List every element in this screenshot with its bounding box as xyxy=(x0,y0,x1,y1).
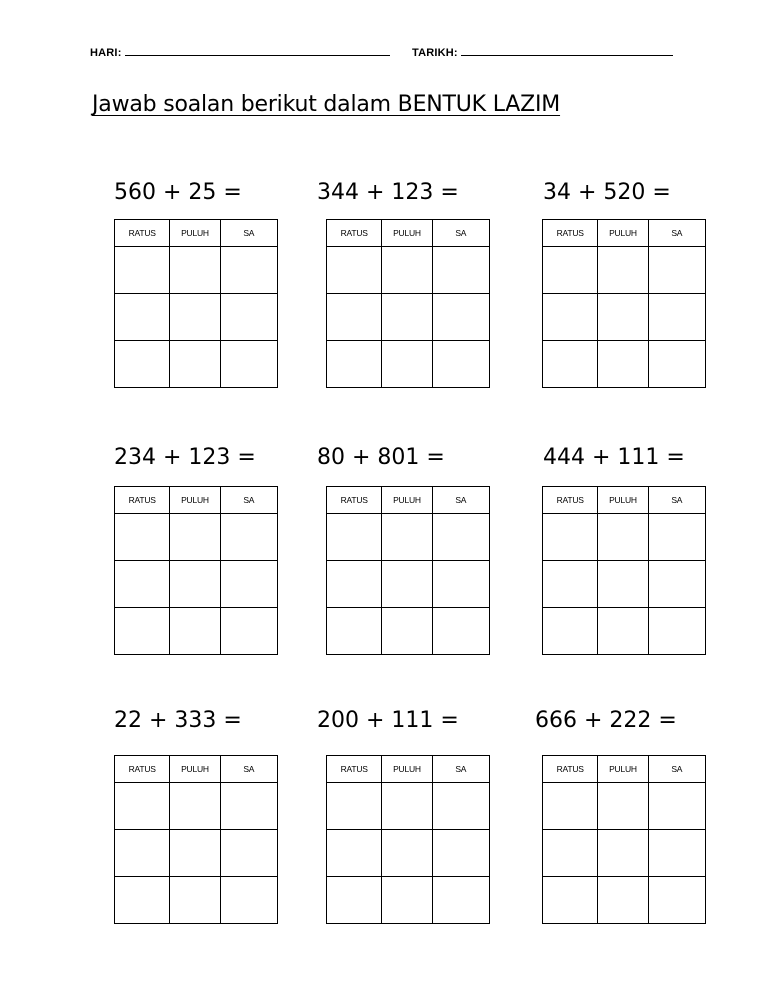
answer-cell[interactable] xyxy=(382,877,432,924)
table-row xyxy=(327,294,490,341)
column-header-sa: SA xyxy=(432,220,489,247)
answer-cell[interactable] xyxy=(220,514,277,561)
answer-cell[interactable] xyxy=(327,830,382,877)
day-label: HARI: xyxy=(90,47,122,59)
table-row xyxy=(115,877,278,924)
answer-cell[interactable] xyxy=(170,514,220,561)
table-row xyxy=(327,783,490,830)
answer-cell[interactable] xyxy=(432,247,489,294)
answer-cell[interactable] xyxy=(648,341,705,388)
table-row xyxy=(115,830,278,877)
date-field xyxy=(412,44,673,59)
answer-cell[interactable] xyxy=(598,783,648,830)
answer-cell[interactable] xyxy=(170,247,220,294)
question-equation: 344 + 123 = xyxy=(317,180,459,205)
question-equation: 444 + 111 = xyxy=(543,445,685,470)
date-label: TARIKH: xyxy=(412,47,458,59)
table-row xyxy=(543,830,706,877)
answer-cell[interactable] xyxy=(543,877,598,924)
answer-cell[interactable] xyxy=(115,608,170,655)
answer-cell[interactable] xyxy=(382,514,432,561)
question-equation: 34 + 520 = xyxy=(543,180,671,205)
answer-cell[interactable] xyxy=(432,608,489,655)
answer-cell[interactable] xyxy=(327,608,382,655)
answer-cell[interactable] xyxy=(115,783,170,830)
question-equation: 80 + 801 = xyxy=(317,445,445,470)
day-blank-line[interactable] xyxy=(125,44,390,56)
place-value-table xyxy=(326,219,490,388)
table-row xyxy=(543,341,706,388)
place-value-table xyxy=(542,219,706,388)
answer-cell[interactable] xyxy=(220,561,277,608)
place-value-table xyxy=(114,219,278,388)
answer-cell[interactable] xyxy=(170,341,220,388)
answer-cell[interactable] xyxy=(220,877,277,924)
answer-cell[interactable] xyxy=(170,608,220,655)
question-equation: 200 + 111 = xyxy=(317,708,459,733)
day-field xyxy=(90,44,390,59)
answer-cell[interactable] xyxy=(115,561,170,608)
column-header-sa: SA xyxy=(432,487,489,514)
column-header-ratus: RATUS xyxy=(327,487,382,514)
column-header-ratus: RATUS xyxy=(115,220,170,247)
table-row xyxy=(543,561,706,608)
answer-cell[interactable] xyxy=(543,608,598,655)
answer-cell[interactable] xyxy=(432,877,489,924)
answer-cell[interactable] xyxy=(382,608,432,655)
column-header-ratus: RATUS xyxy=(543,756,598,783)
table-row xyxy=(327,877,490,924)
column-header-sa: SA xyxy=(220,487,277,514)
question-equation: 234 + 123 = xyxy=(114,445,256,470)
answer-cell[interactable] xyxy=(327,783,382,830)
answer-cell[interactable] xyxy=(432,561,489,608)
answer-cell[interactable] xyxy=(327,294,382,341)
answer-cell[interactable] xyxy=(382,341,432,388)
column-header-puluh: PULUH xyxy=(170,756,220,783)
answer-cell[interactable] xyxy=(382,294,432,341)
table-row xyxy=(115,294,278,341)
answer-cell[interactable] xyxy=(170,294,220,341)
place-value-table xyxy=(542,486,706,655)
table-row xyxy=(115,608,278,655)
answer-cell[interactable] xyxy=(648,877,705,924)
answer-cell[interactable] xyxy=(598,294,648,341)
answer-cell[interactable] xyxy=(382,247,432,294)
answer-cell[interactable] xyxy=(170,783,220,830)
answer-cell[interactable] xyxy=(598,514,648,561)
answer-cell[interactable] xyxy=(648,247,705,294)
answer-cell[interactable] xyxy=(327,877,382,924)
table-row xyxy=(115,247,278,294)
column-header-sa: SA xyxy=(432,756,489,783)
column-header-sa: SA xyxy=(220,756,277,783)
table-row xyxy=(115,514,278,561)
answer-cell[interactable] xyxy=(220,608,277,655)
date-blank-line[interactable] xyxy=(461,44,673,56)
column-header-sa: SA xyxy=(220,220,277,247)
answer-cell[interactable] xyxy=(327,247,382,294)
column-header-ratus: RATUS xyxy=(115,487,170,514)
answer-cell[interactable] xyxy=(543,830,598,877)
column-header-ratus: RATUS xyxy=(543,220,598,247)
table-row xyxy=(543,514,706,561)
column-header-puluh: PULUH xyxy=(598,756,648,783)
answer-cell[interactable] xyxy=(648,608,705,655)
column-header-sa: SA xyxy=(648,756,705,783)
answer-cell[interactable] xyxy=(598,877,648,924)
answer-cell[interactable] xyxy=(432,514,489,561)
place-value-table xyxy=(114,486,278,655)
table-row xyxy=(543,294,706,341)
answer-cell[interactable] xyxy=(115,830,170,877)
answer-cell[interactable] xyxy=(115,294,170,341)
answer-cell[interactable] xyxy=(220,247,277,294)
answer-cell[interactable] xyxy=(543,561,598,608)
question-equation: 22 + 333 = xyxy=(114,708,242,733)
place-value-table xyxy=(114,755,278,924)
answer-cell[interactable] xyxy=(220,830,277,877)
answer-cell[interactable] xyxy=(543,514,598,561)
answer-cell[interactable] xyxy=(432,783,489,830)
answer-cell[interactable] xyxy=(220,341,277,388)
answer-cell[interactable] xyxy=(170,830,220,877)
answer-cell[interactable] xyxy=(648,294,705,341)
answer-cell[interactable] xyxy=(115,514,170,561)
table-row xyxy=(327,514,490,561)
answer-cell[interactable] xyxy=(598,341,648,388)
column-header-puluh: PULUH xyxy=(382,756,432,783)
question-equation: 666 + 222 = xyxy=(535,708,677,733)
answer-cell[interactable] xyxy=(598,561,648,608)
column-header-sa: SA xyxy=(648,487,705,514)
column-header-puluh: PULUH xyxy=(382,487,432,514)
column-header-puluh: PULUH xyxy=(382,220,432,247)
answer-cell[interactable] xyxy=(170,561,220,608)
table-row xyxy=(543,608,706,655)
answer-cell[interactable] xyxy=(543,247,598,294)
table-row xyxy=(327,561,490,608)
answer-cell[interactable] xyxy=(327,561,382,608)
answer-cell[interactable] xyxy=(220,783,277,830)
answer-cell[interactable] xyxy=(382,561,432,608)
answer-cell[interactable] xyxy=(432,830,489,877)
column-header-puluh: PULUH xyxy=(598,220,648,247)
column-header-puluh: PULUH xyxy=(170,487,220,514)
column-header-puluh: PULUH xyxy=(598,487,648,514)
answer-cell[interactable] xyxy=(598,830,648,877)
column-header-sa: SA xyxy=(648,220,705,247)
table-row xyxy=(115,783,278,830)
answer-cell[interactable] xyxy=(598,608,648,655)
answer-cell[interactable] xyxy=(543,341,598,388)
answer-cell[interactable] xyxy=(598,247,648,294)
table-row xyxy=(543,877,706,924)
answer-cell[interactable] xyxy=(327,341,382,388)
table-row xyxy=(327,341,490,388)
column-header-ratus: RATUS xyxy=(327,220,382,247)
answer-cell[interactable] xyxy=(220,294,277,341)
answer-cell[interactable] xyxy=(327,514,382,561)
answer-cell[interactable] xyxy=(115,877,170,924)
table-row xyxy=(543,783,706,830)
place-value-table xyxy=(326,755,490,924)
table-row xyxy=(115,561,278,608)
answer-cell[interactable] xyxy=(115,341,170,388)
place-value-table xyxy=(542,755,706,924)
answer-cell[interactable] xyxy=(432,294,489,341)
answer-cell[interactable] xyxy=(648,561,705,608)
column-header-ratus: RATUS xyxy=(115,756,170,783)
place-value-table xyxy=(326,486,490,655)
answer-cell[interactable] xyxy=(648,514,705,561)
answer-cell[interactable] xyxy=(432,341,489,388)
table-row xyxy=(327,830,490,877)
answer-cell[interactable] xyxy=(543,783,598,830)
table-row xyxy=(543,247,706,294)
column-header-ratus: RATUS xyxy=(327,756,382,783)
answer-cell[interactable] xyxy=(543,294,598,341)
table-row xyxy=(115,341,278,388)
column-header-puluh: PULUH xyxy=(170,220,220,247)
answer-cell[interactable] xyxy=(170,877,220,924)
table-row xyxy=(327,608,490,655)
answer-cell[interactable] xyxy=(648,783,705,830)
question-equation: 560 + 25 = xyxy=(114,180,242,205)
answer-cell[interactable] xyxy=(115,247,170,294)
column-header-ratus: RATUS xyxy=(543,487,598,514)
answer-cell[interactable] xyxy=(382,830,432,877)
answer-cell[interactable] xyxy=(648,830,705,877)
answer-cell[interactable] xyxy=(382,783,432,830)
instruction-heading: Jawab soalan berikut dalam BENTUK LAZIM xyxy=(92,92,561,117)
table-row xyxy=(327,247,490,294)
